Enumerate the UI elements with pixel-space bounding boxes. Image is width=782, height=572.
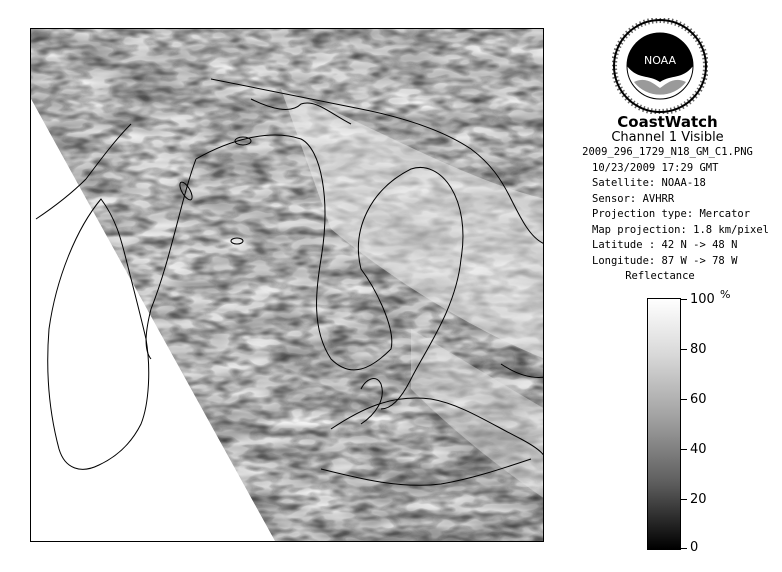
satellite: Satellite: NOAA-18 [592, 177, 706, 189]
metadata-panel [560, 114, 775, 269]
datetime: 10/23/2009 17:29 GMT [592, 161, 719, 174]
channel-subtitle: Channel 1 Visible [611, 130, 724, 145]
colorbar-tick [681, 399, 687, 400]
satellite-map [30, 28, 544, 542]
latitude-range: Latitude : 42 N -> 48 N [592, 239, 738, 251]
map-canvas [31, 29, 544, 542]
colorbar-tick-label: 100 [690, 292, 715, 307]
noaa-seal-icon [612, 18, 708, 114]
longitude-range: Longitude: 87 W -> 78 W [592, 254, 738, 267]
colorbar-tick-label: 80 [690, 342, 707, 357]
colorbar-tick [681, 548, 687, 549]
noaa-logo [612, 18, 708, 114]
svg-text:NOAA: NOAA [643, 54, 677, 67]
colorbar-tick-label: 40 [690, 442, 707, 457]
colorbar-tick-label: 20 [690, 492, 707, 507]
colorbar-unit: % [720, 288, 731, 301]
map-projection: Map projection: 1.8 km/pixel [592, 223, 770, 236]
reflectance-colorbar [647, 298, 681, 550]
colorbar-tick [681, 499, 687, 500]
projection-type: Projection type: Mercator [592, 208, 751, 220]
sensor: Sensor: AVHRR [592, 192, 675, 205]
colorbar-tick [681, 449, 687, 450]
colorbar-tick-label: 0 [690, 540, 699, 555]
colorbar-tick-label: 60 [690, 392, 707, 407]
colorbar-title: Reflectance [625, 270, 695, 282]
filename: 2009_296_1729_N18_GM_C1.PNG [582, 146, 753, 158]
colorbar-tick [681, 349, 687, 350]
colorbar-tick [681, 299, 687, 300]
brand-title: CoastWatch [617, 113, 718, 131]
